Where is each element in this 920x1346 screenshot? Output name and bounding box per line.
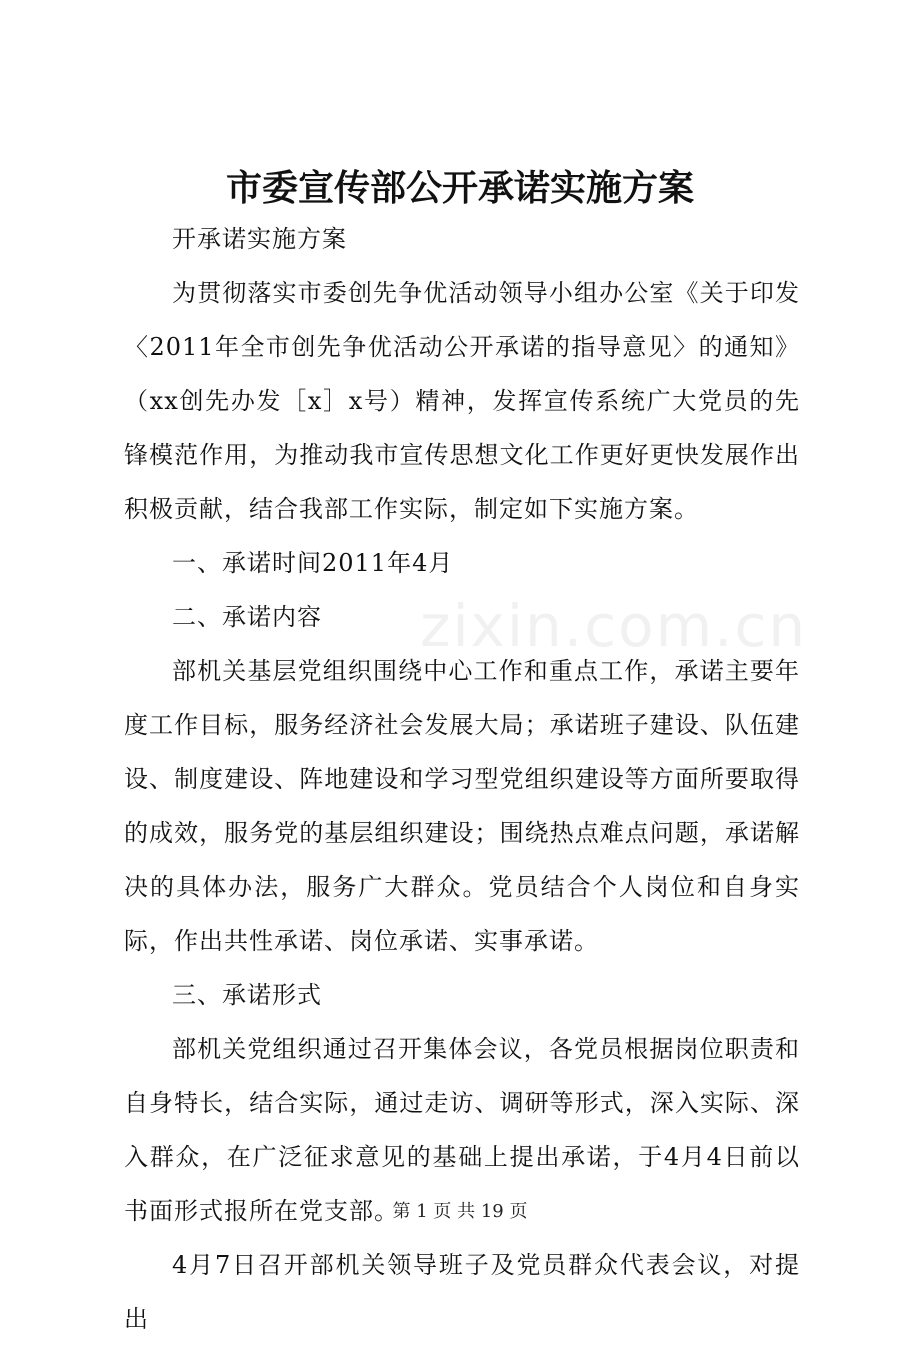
document-body <box>124 212 800 1346</box>
section-heading-content: 二、承诺内容 <box>172 603 322 631</box>
paragraph-meeting: 4月7日召开部机关领导班子及党员群众代表会议，对提出 <box>124 1251 800 1333</box>
paragraph-subtitle: 开承诺实施方案 <box>172 225 347 253</box>
page-footer: 第 1 页 共 19 页 <box>392 1201 528 1222</box>
document-title: 市委宣传部公开承诺实施方案 <box>225 167 694 209</box>
paragraph-form: 部机关党组织通过召开集体会议，各党员根据岗位职责和自身特长，结合实际，通过走访、调研等形式，深入实际、深入群众，在广泛征求意见的基础上提出承诺，于4月4日前以书面形式报所在党支部。 <box>124 1035 800 1225</box>
paragraph-content: 部机关基层党组织围绕中心工作和重点工作，承诺主要年度工作目标，服务经济社会发展大局；承诺班子建设、队伍建设、制度建设、阵地建设和学习型党组织建设等方面所要取得的成效，服务党的基层组织建设；围绕热点难点问题，承诺解决的具体办法，服务广大群众。党员结合个人岗位和自身实际，作出共性承诺、岗位承诺、实事承诺。 <box>124 657 800 955</box>
section-heading-form: 三、承诺形式 <box>172 981 322 1009</box>
section-heading-time: 一、承诺时间2011年4月 <box>172 549 454 577</box>
watermark-text: zixin.com.cn <box>420 592 808 660</box>
paragraph-intro: 为贯彻落实市委创先争优活动领导小组办公室《关于印发〈2011年全市创先争优活动公开承诺的指导意见〉的通知》（xx创先办发［x］x号）精神，发挥宣传系统广大党员的先锋模范作用，为推动我市宣传思想文化工作更好更快发展作出积极贡献，结合我部工作实际，制定如下实施方案。 <box>124 279 800 523</box>
